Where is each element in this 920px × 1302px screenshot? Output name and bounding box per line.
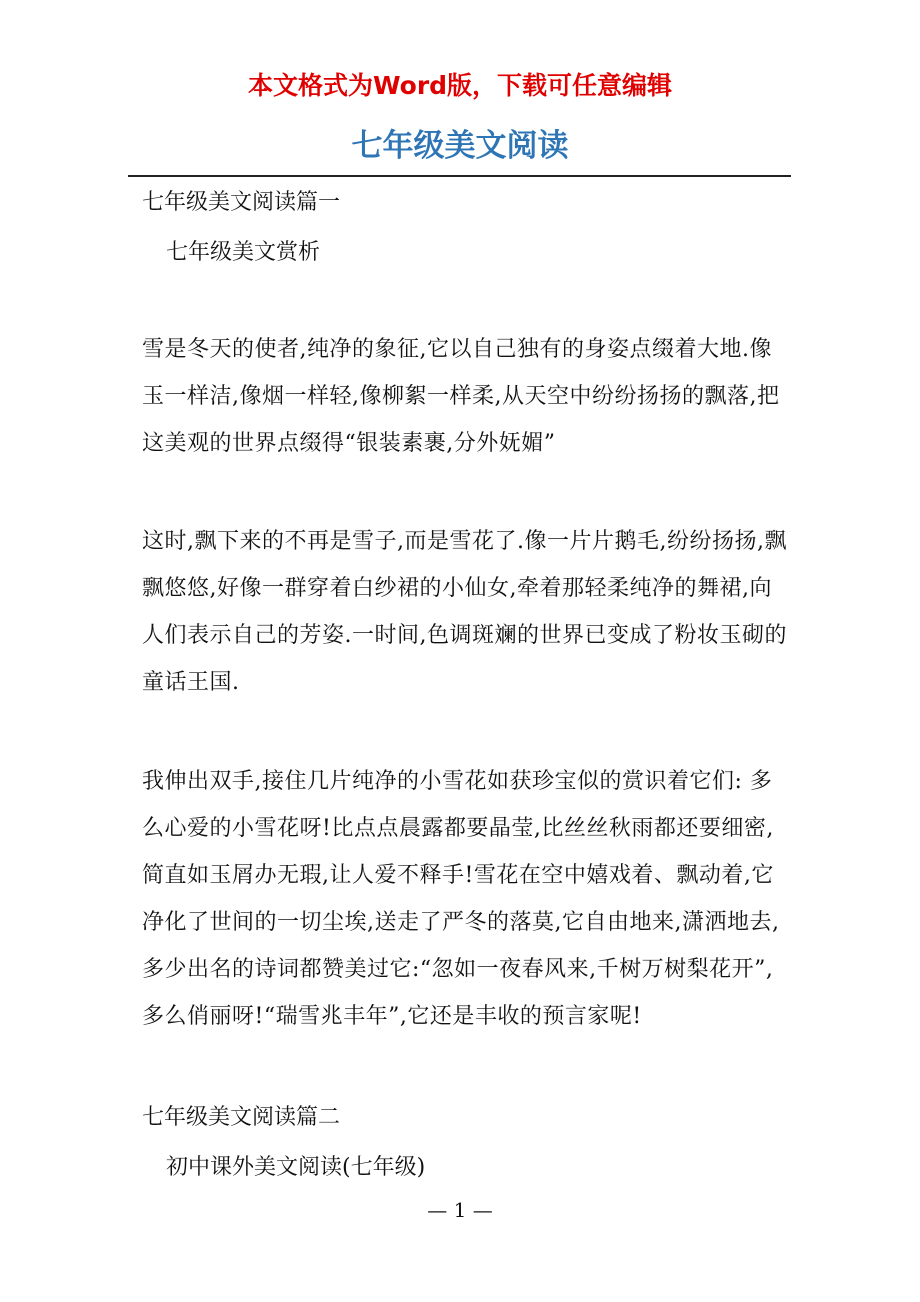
section2-heading: 七年级美文阅读篇二 <box>142 1105 341 1130</box>
section1-subheading: 七年级美文赏析 <box>166 240 321 265</box>
section2-subheading: 初中课外美文阅读(七年级) <box>166 1155 426 1180</box>
format-notice-banner: 本文格式为Word版，下载可任意编辑 <box>247 71 673 100</box>
title-divider <box>128 175 791 177</box>
paragraph-1: 雪是冬天的使者,纯净的象征,它以自己独有的身姿点缀着大地.像玉一样洁,像烟一样轻,像柳絮一样柔,从天空中纷纷扬扬的飘落,把这美观的世界点缀得“银装素裹,分外妩媚” <box>142 337 780 456</box>
page-number: — 1 — <box>427 1198 493 1222</box>
paragraph-2: 这时,飘下来的不再是雪子,而是雪花了.像一片片鹅毛,纷纷扬扬,飘飘悠悠,好像一群穿着白纱裙的小仙女,牵着那轻柔纯净的舞裙,向人们表示自己的芳姿.一时间,色调斑斓的世界已变成了粉妆玉砌的童话王国. <box>142 529 787 695</box>
section1-heading: 七年级美文阅读篇一 <box>142 190 341 215</box>
paragraph-3: 我伸出双手,接住几片纯净的小雪花如获珍宝似的赏识着它们: 多么心爱的小雪花呀!比点点晨露都要晶莹,比丝丝秋雨都还要细密,简直如玉屑办无瑕,让人爱不释手!雪花在空中嬉戏着、飘动着,它净化了世间的一切尘埃,送走了严冬的落莫,它自由地来,潇洒地去,多少出名的诗词都赞美过它:“忽如一夜春风来,千树万树梨花开”,多么俏丽呀!“瑞雪兆丰年”,它还是丰收的预言家呢! <box>142 769 780 1029</box>
page-title: 七年级美文阅读 <box>351 128 569 164</box>
